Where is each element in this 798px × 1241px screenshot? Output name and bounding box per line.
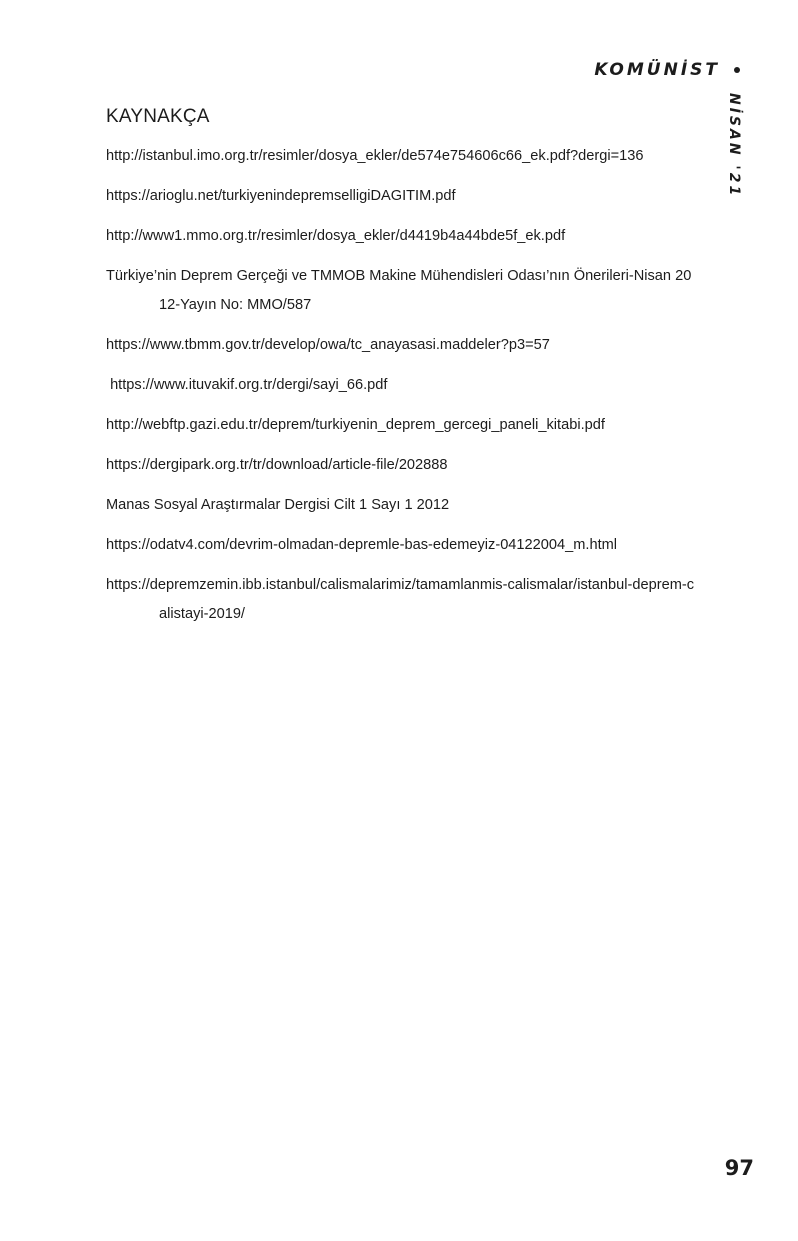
reference-item[interactable]: https://depremzemin.ibb.istanbul/calismalarimiz/tamamlanmis-calismalar/istanbul-deprem-calistayi-2019/ (106, 577, 695, 622)
reference-item[interactable]: https://www.tbmm.gov.tr/develop/owa/tc_anayasasi.maddeler?p3=57 (106, 337, 550, 353)
reference-list (106, 142, 696, 629)
reference-item[interactable]: http://www1.mmo.org.tr/resimler/dosya_ekler/d4419b4a44bde5f_ek.pdf (106, 228, 566, 244)
masthead (594, 60, 740, 80)
reference-item[interactable]: http://webftp.gazi.edu.tr/deprem/turkiyenin_deprem_gercegi_paneli_kitabi.pdf (106, 417, 605, 433)
issue-date: NİSAN '21 (726, 93, 742, 199)
section-title: KAYNAKÇA (106, 106, 210, 127)
reference-item[interactable]: https://arioglu.net/turkiyenindepremselligiDAGITIM.pdf (106, 188, 456, 204)
reference-item: Türkiye’nin Deprem Gerçeği ve TMMOB Makine Mühendisleri Odası’nın Önerileri-Nisan 2012-Yayın No: MMO/587 (106, 268, 692, 313)
reference-item: Manas Sosyal Araştırmalar Dergisi Cilt 1 Sayı 1 2012 (106, 497, 450, 513)
reference-item[interactable]: https://dergipark.org.tr/tr/download/article-file/202888 (106, 457, 448, 473)
page-number: 97 (724, 1156, 754, 1180)
reference-item[interactable]: https://www.ituvakif.org.tr/dergi/sayi_66.pdf (106, 377, 388, 393)
references-section (106, 106, 696, 640)
reference-item[interactable]: http://istanbul.imo.org.tr/resimler/dosya_ekler/de574e754606c66_ek.pdf?dergi=136 (106, 148, 644, 164)
bullet-dot-icon (734, 67, 740, 73)
magazine-title: KOMÜNİST (594, 60, 720, 80)
reference-item[interactable]: https://odatv4.com/devrim-olmadan-depremle-bas-edemeyiz-04122004_m.html (106, 537, 618, 553)
